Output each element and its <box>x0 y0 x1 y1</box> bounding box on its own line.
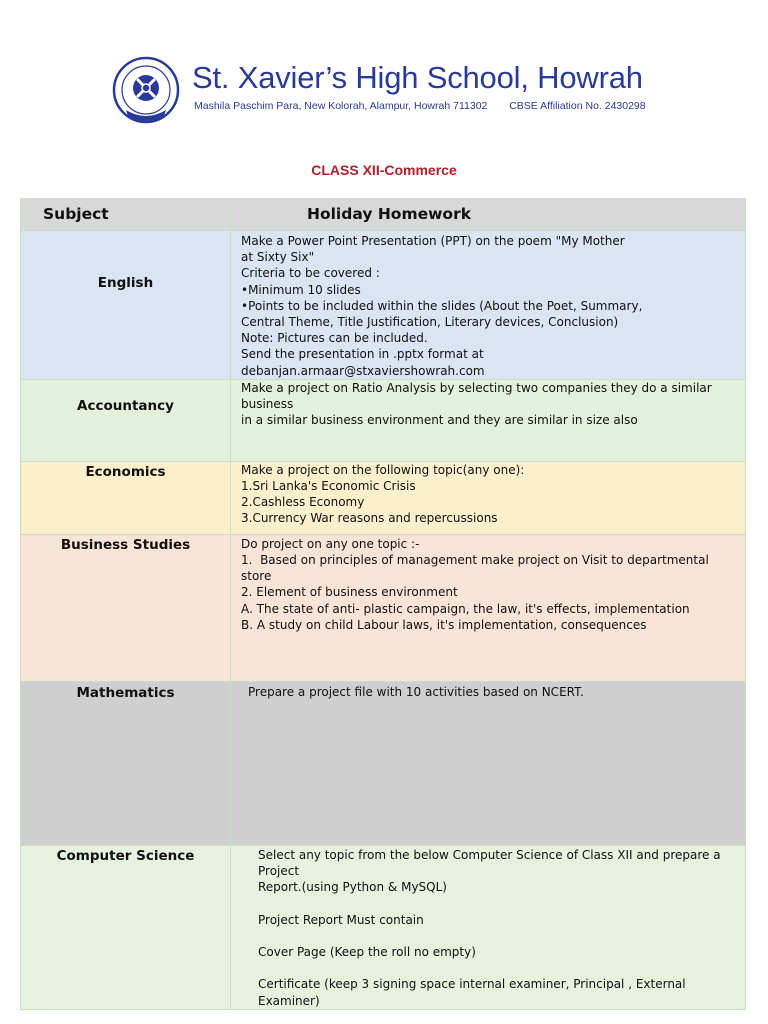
homework-table <box>20 198 746 1010</box>
subject-computer-science: Computer Science <box>21 845 231 1009</box>
subject-accountancy: Accountancy <box>21 379 231 461</box>
address-text: Mashila Paschim Para, New Kolorah, Alampur, Howrah 711302 <box>194 100 488 112</box>
table-row <box>21 231 746 380</box>
table-row <box>21 379 746 461</box>
homework-english: Make a Power Point Presentation (PPT) on the poem "My Mother at Sixty Six" Criteria to be covered : •Minimum 10 slides •Points to be included within the slides (About the Poet, Summary, Central Theme, Title Justification, Literary devices, Conclusion) Note: Pictures can be included. Send the presentation in .pptx format at debanjan.armaar@stxaviershowrah.com <box>231 231 746 380</box>
homework-economics: Make a project on the following topic(any one): 1.Sri Lanka's Economic Crisis 2.Cashless Economy 3.Currency War reasons and repercussions <box>231 461 746 534</box>
table-header-row <box>21 199 746 231</box>
homework-business-studies: Do project on any one topic :- 1. Based on principles of management make project on Visit to departmental store 2. Element of business environment A. The state of anti- plastic campaign, the law, it's effects, implementation B. A study on child Labour laws, it's implementation, consequences <box>231 534 746 681</box>
table-row <box>21 681 746 845</box>
school-header <box>112 56 672 124</box>
table-row <box>21 461 746 534</box>
header-homework: Holiday Homework <box>231 199 746 231</box>
affiliation-text: CBSE Affiliation No. 2430298 <box>509 100 646 112</box>
subject-english: English <box>21 231 231 380</box>
header-subject: Subject <box>21 199 231 231</box>
homework-mathematics: Prepare a project file with 10 activities based on NCERT. <box>231 681 746 845</box>
table-row <box>21 845 746 1009</box>
subject-mathematics: Mathematics <box>21 681 231 845</box>
homework-computer-science: Select any topic from the below Computer Science of Class XII and prepare a Project Report.(using Python & MySQL) Project Report Must contain Cover Page (Keep the roll no empty) Certificate (keep 3 signing space internal examiner, Principal , External Examiner) <box>231 845 746 1009</box>
homework-accountancy: Make a project on Ratio Analysis by selecting two companies they do a similar business in a similar business environment and they are similar in size also <box>231 379 746 461</box>
class-title: CLASS XII-Commerce <box>311 162 457 178</box>
school-name: St. Xavier’s High School, Howrah <box>192 60 643 95</box>
table-row <box>21 534 746 681</box>
school-logo <box>112 56 180 124</box>
subject-economics: Economics <box>21 461 231 534</box>
subject-business-studies: Business Studies <box>21 534 231 681</box>
school-address <box>194 100 646 112</box>
